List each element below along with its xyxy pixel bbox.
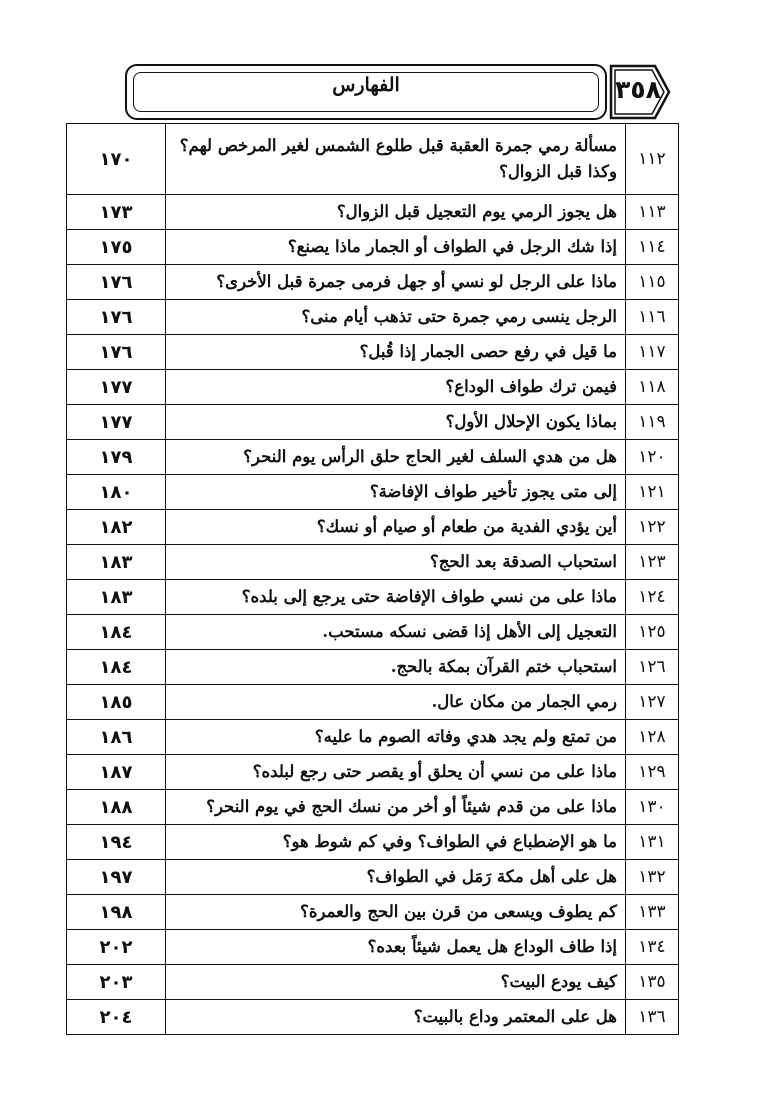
table-row [67,475,679,510]
question-number: ١١٥ [626,265,679,300]
table-row [67,615,679,650]
section-title: الفهارس [332,74,400,96]
question-number: ١١٩ [626,405,679,440]
question-topic: ما قيل في رفع حصى الجمار إذا قُبل؟ [166,335,626,370]
page-reference: ١٧٦ [67,300,166,335]
question-number: ١١٤ [626,230,679,265]
index-table [66,123,679,1035]
page-reference: ٢٠٣ [67,965,166,1000]
table-row [67,124,679,195]
table-row [67,510,679,545]
question-topic: التعجيل إلى الأهل إذا قضى نسكه مستحب. [166,615,626,650]
question-topic: ماذا على الرجل لو نسي أو جهل فرمى جمرة قبل الأخرى؟ [166,265,626,300]
table-row [67,755,679,790]
page-reference: ١٧٩ [67,440,166,475]
question-topic: الرجل ينسى رمي جمرة حتى تذهب أيام منى؟ [166,300,626,335]
page-reference: ١٨٧ [67,755,166,790]
question-number: ١٢٨ [626,720,679,755]
table-row [67,405,679,440]
table-row [67,545,679,580]
page-number: ٣٥٨ [615,75,661,104]
question-topic: مسألة رمي جمرة العقبة قبل طلوع الشمس لغير المرخص لهم؟ وكذا قبل الزوال؟ [166,124,626,195]
page-reference: ١٧٧ [67,370,166,405]
question-topic: استحباب الصدقة بعد الحج؟ [166,545,626,580]
page-reference: ١٩٧ [67,860,166,895]
table-row [67,930,679,965]
question-topic: من تمتع ولم يجد هدي وفاته الصوم ما عليه؟ [166,720,626,755]
table-row [67,230,679,265]
table-row [67,580,679,615]
question-topic: إلى متى يجوز تأخير طواف الإفاضة؟ [166,475,626,510]
table-row [67,790,679,825]
page-reference: ١٨٨ [67,790,166,825]
question-topic: كم يطوف ويسعى من قرن بين الحج والعمرة؟ [166,895,626,930]
table-row [67,335,679,370]
table-row [67,195,679,230]
page-reference: ١٧٥ [67,230,166,265]
page-reference: ١٧٦ [67,335,166,370]
question-number: ١٢٢ [626,510,679,545]
title-frame [125,64,607,120]
table-row [67,965,679,1000]
question-number: ١٣٣ [626,895,679,930]
question-number: ١١٦ [626,300,679,335]
question-topic: ما هو الإضطباع في الطواف؟ وفي كم شوط هو؟ [166,825,626,860]
question-topic: هل على أهل مكة رَمَل في الطواف؟ [166,860,626,895]
question-topic: بماذا يكون الإحلال الأول؟ [166,405,626,440]
table-row [67,440,679,475]
question-number: ١٢٣ [626,545,679,580]
question-number: ١٢٥ [626,615,679,650]
table-row [67,370,679,405]
page-reference: ١٨٣ [67,545,166,580]
question-topic: استحباب ختم القرآن بمكة بالحج. [166,650,626,685]
page-reference: ٢٠٤ [67,1000,166,1035]
page-reference: ١٧٣ [67,195,166,230]
page-reference: ١٨٠ [67,475,166,510]
question-topic: كيف يودع البيت؟ [166,965,626,1000]
page-header [125,64,670,122]
table-row [67,895,679,930]
question-number: ١١٧ [626,335,679,370]
question-topic: هل من هدي السلف لغير الحاج حلق الرأس يوم النحر؟ [166,440,626,475]
table-row [67,720,679,755]
question-number: ١٢٤ [626,580,679,615]
page-reference: ١٧٠ [67,124,166,195]
table-row [67,265,679,300]
question-number: ١١٨ [626,370,679,405]
table-row [67,825,679,860]
question-topic: أين يؤدي الفدية من طعام أو صيام أو نسك؟ [166,510,626,545]
page-reference: ١٧٦ [67,265,166,300]
question-number: ١٢٦ [626,650,679,685]
question-number: ١٢٠ [626,440,679,475]
question-topic: ماذا على من نسي أن يحلق أو يقصر حتى رجع لبلده؟ [166,755,626,790]
question-number: ١٢١ [626,475,679,510]
question-topic: ماذا على من نسي طواف الإفاضة حتى يرجع إلى بلده؟ [166,580,626,615]
question-number: ١٢٩ [626,755,679,790]
question-topic: رمي الجمار من مكان عال. [166,685,626,720]
page-reference: ١٩٨ [67,895,166,930]
question-number: ١٣٥ [626,965,679,1000]
page-reference: ٢٠٢ [67,930,166,965]
question-topic: هل على المعتمر وداع بالبيت؟ [166,1000,626,1035]
question-number: ١٣٦ [626,1000,679,1035]
table-row [67,300,679,335]
question-number: ١١٣ [626,195,679,230]
question-topic: ماذا على من قدم شيئاً أو أخر من نسك الحج في يوم النحر؟ [166,790,626,825]
question-number: ١٣١ [626,825,679,860]
page-reference: ١٨٤ [67,615,166,650]
question-topic: إذا شك الرجل في الطواف أو الجمار ماذا يصنع؟ [166,230,626,265]
table-row [67,1000,679,1035]
page-reference: ١٩٤ [67,825,166,860]
table-row [67,860,679,895]
table-row [67,650,679,685]
question-number: ١٣٢ [626,860,679,895]
page-reference: ١٧٧ [67,405,166,440]
page-reference: ١٨٦ [67,720,166,755]
index-table-body [67,124,679,1035]
page-number-tab [609,64,679,120]
page-reference: ١٨٤ [67,650,166,685]
question-topic: فيمن ترك طواف الوداع؟ [166,370,626,405]
page-reference: ١٨٢ [67,510,166,545]
question-number: ١٢٧ [626,685,679,720]
page-reference: ١٨٥ [67,685,166,720]
question-number: ١١٢ [626,124,679,195]
page-reference: ١٨٣ [67,580,166,615]
question-topic: إذا طاف الوداع هل يعمل شيئاً بعده؟ [166,930,626,965]
question-number: ١٣٤ [626,930,679,965]
table-row [67,685,679,720]
question-number: ١٣٠ [626,790,679,825]
question-topic: هل يجوز الرمي يوم التعجيل قبل الزوال؟ [166,195,626,230]
